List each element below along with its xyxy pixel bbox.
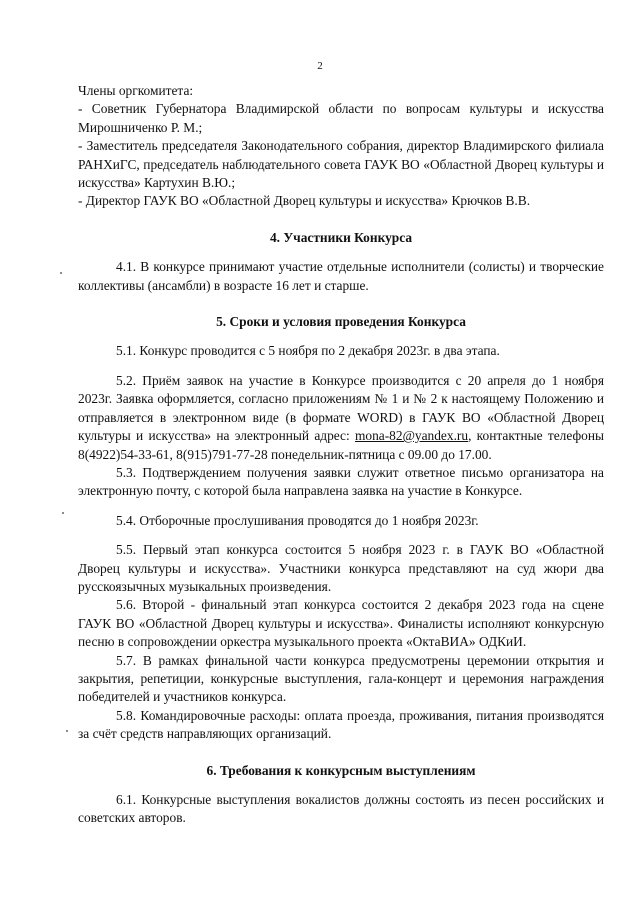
paragraph-5-2-contacts: , контактные телефоны 8(4922)54-33-61, 8(915)791-77-28 понедельник-пятница с 09.00 до 17.00. <box>78 428 604 462</box>
page-number: 2 <box>317 60 323 72</box>
paragraph-5-1: 5.1. Конкурс проводится с 5 ноября по 2 декабря 2023г. в два этапа. <box>116 343 500 359</box>
committee-member: - Директор ГАУК ВО «Областной Дворец культуры и искусства» Крючков В.В. <box>78 193 531 209</box>
section-4-heading: 4. Участники Конкурса <box>269 229 413 245</box>
section-5-heading: 5. Сроки и условия проведения Конкурса <box>216 314 466 330</box>
scan-speck <box>62 512 64 514</box>
paragraph-5-2 <box>78 372 604 464</box>
section-6-heading: 6. Требования к конкурсным выступлениям <box>206 762 476 778</box>
paragraph-5-4: 5.4. Отборочные прослушивания проводятся до 1 ноября 2023г. <box>116 512 479 528</box>
document-body <box>78 82 604 828</box>
scan-speck <box>66 730 68 732</box>
paragraph-5-3: 5.3. Подтверждением получения заявки служит ответное письмо организатора на электронную почту, с которой была направлена заявка на участие в Конкурсе. <box>78 464 604 499</box>
paragraph-6-1: 6.1. Конкурсные выступления вокалистов должны состоять из песен российских и советских авторов. <box>78 792 604 826</box>
paragraph-5-8: 5.8. Командировочные расходы: оплата проезда, проживания, питания производятся за счёт средств направляющих организаций. <box>78 707 604 742</box>
paragraph-5-6: 5.6. Второй - финальный этап конкурса состоится 2 декабря 2023 года на сцене ГАУК ВО «Областной Дворец культуры и искусства». Финалисты исполняют конкурсную песню в сопровождении оркестра музыкального проекта «ОктаВИА» ОДКиИ. <box>78 597 604 650</box>
committee-title: Члены оргкомитета: <box>78 83 194 98</box>
committee-member: - Заместитель председателя Законодательного собрания, директор Владимирского филиала РАНХиГС, председатель наблюдательного совета ГАУК ВО «Областной Дворец культуры и искусства» Картухин В.Ю.; <box>78 138 604 191</box>
scan-speck <box>60 272 62 274</box>
email-link[interactable]: mona-82@yandex.ru <box>354 428 469 444</box>
paragraph-4-1: 4.1. В конкурсе принимают участие отдельные исполнители (солисты) и творческие коллективы (ансамбли) в возрасте 16 лет и старше. <box>78 259 604 293</box>
committee-member: - Советник Губернатора Владимирской области по вопросам культуры и искусства Мирошниченко Р. М.; <box>78 101 604 135</box>
paragraph-5-5: 5.5. Первый этап конкурса состоится 5 ноября 2023 г. в ГАУК ВО «Областной Дворец культуры и искусства». Участники конкурса представляют на суд жюри два русскоязычных музыкальных произведения. <box>78 542 604 594</box>
paragraph-5-2-text: 5.2. Приём заявок на участие в Конкурсе производится с 20 апреля до 1 ноября 2023г. Заявка оформляется, согласно приложениям № 1 и № 2 к настоящему Положению и отправляется в электронном виде (в формате WORD) в ГАУК ВО «Областной Дворец культуры и искусства» на электронный адрес: <box>78 372 604 444</box>
paragraph-5-7: 5.7. В рамках финальной части конкурса предусмотрены церемонии открытия и закрытия, репетиции, конкурсные выступления, гала-концерт и церемония награждения победителей и участников конкурса. <box>78 652 604 705</box>
